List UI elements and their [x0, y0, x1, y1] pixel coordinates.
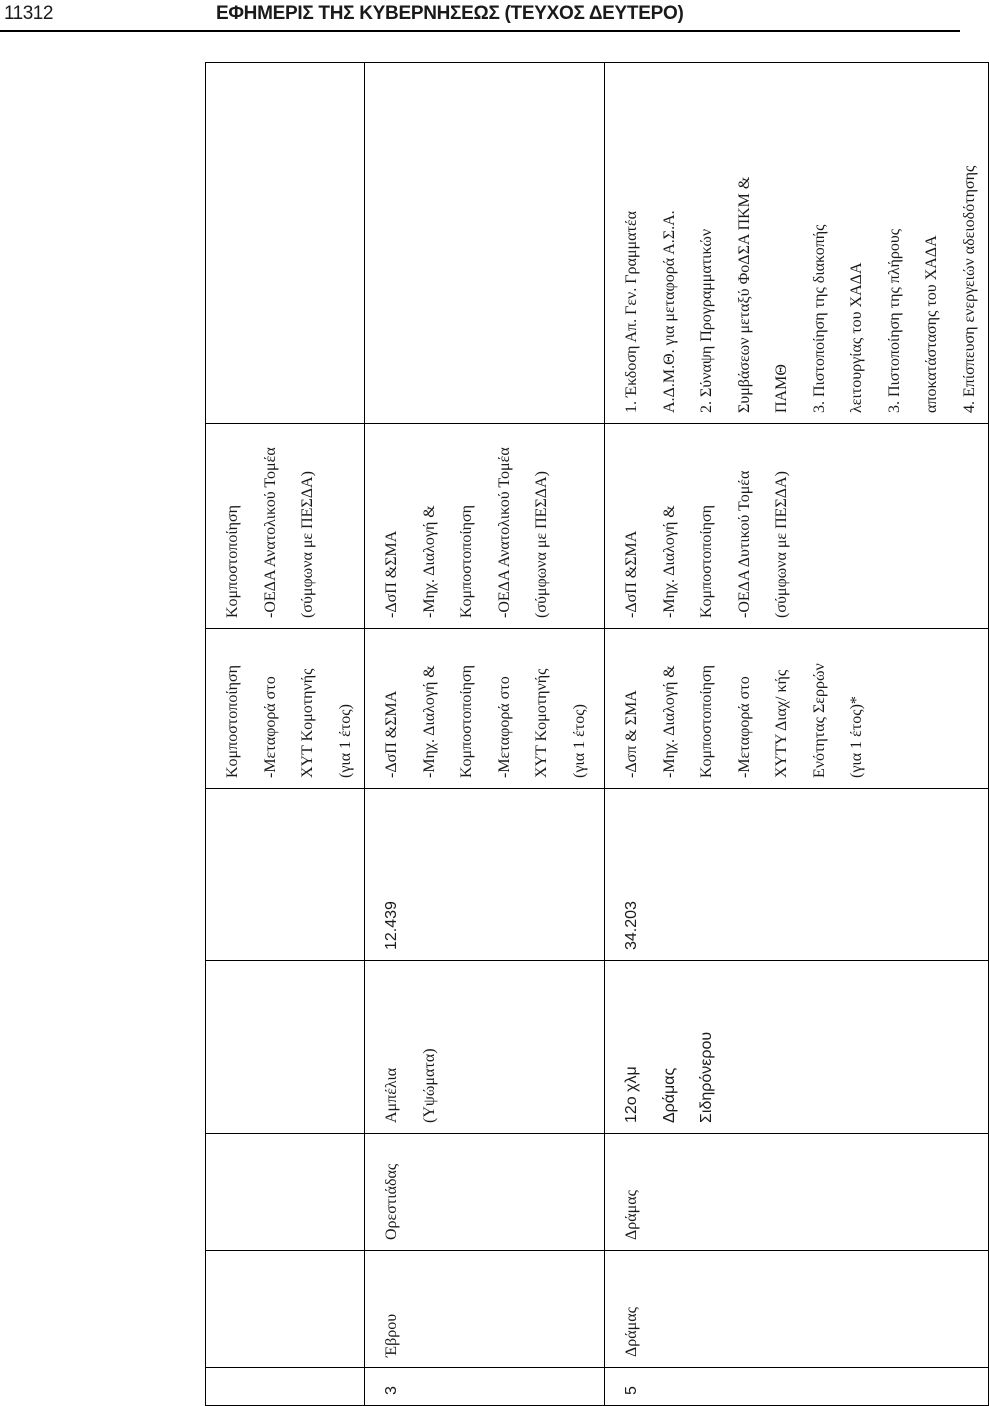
text-line: (σύμφωνα με ΠΕΣΔΑ) [533, 471, 550, 618]
text-line: -Μεταφορά στο [261, 676, 279, 778]
text-line: (για 1 έτος) [336, 704, 354, 778]
actions [365, 63, 605, 424]
municipality: Δράμας [605, 1134, 989, 1251]
final-management [365, 424, 605, 629]
table-cell-actions [206, 63, 365, 424]
table-row [605, 63, 989, 1406]
text-line: (για 1 έτος)* [848, 696, 865, 778]
temporary-management [365, 629, 605, 789]
text-line: -Μηχ. Διαλογή & [420, 505, 438, 618]
text-line: (σύμφωνα με ΠΕΣΔΑ) [299, 471, 316, 618]
final-management [605, 424, 989, 629]
text-line: ΧΥΤ Κομοτηνής [533, 668, 550, 778]
text-line: ΠΑΜΘ [773, 364, 790, 413]
text-line: Δράμας [660, 1067, 678, 1123]
text-line: Αμπέλια [383, 1067, 400, 1123]
text-line: αποκατάστασης του ΧΑΔΑ [923, 235, 940, 413]
text-line: Κομποστοποίηση [698, 664, 715, 778]
text-line: -ΔσΠ &ΣΜΑ [383, 690, 400, 778]
text-line: Κομποστοποίηση [224, 664, 241, 778]
text-line: Κομποστοποίηση [458, 664, 475, 778]
text-line: 3. Πιστοποίηση της πλήρους [885, 228, 903, 413]
page-number: 11312 [4, 3, 53, 24]
temporary-management [605, 629, 989, 789]
row-number: 3 [365, 1368, 605, 1406]
text-line: -Μηχ. Διαλογή & [660, 665, 678, 778]
text-line: 2. Σύναψη Προγραμματικών [698, 228, 715, 413]
table-cell-final-management [206, 424, 365, 629]
table-cell-municipality [206, 1134, 365, 1251]
row-number: 5 [605, 1368, 989, 1406]
table-row [365, 63, 605, 1406]
text-line: Συμβάσεων μεταξύ ΦοΔΣΑ ΠΚΜ & [735, 176, 753, 413]
area [365, 961, 605, 1134]
text-line: ΧΥΤΥ Διαχ/ κής [773, 669, 790, 778]
text-line: -ΟΕΔΑ Ανατολικού Τομέα [261, 447, 279, 618]
text-line: 3. Πιστοποίηση της διακοπής [810, 224, 828, 413]
text-line: -Μηχ. Διαλογή & [660, 505, 678, 618]
text-line: -ΔσΠ &ΣΜΑ [623, 530, 640, 618]
text-line: -Μεταφορά στο [495, 676, 513, 778]
quantity: 12.439 [365, 789, 605, 961]
text-line: Α.Δ.Μ.Θ. για μεταφορά Α.Σ.Α. [660, 210, 678, 413]
quantity: 34.203 [605, 789, 989, 961]
text-line: Κομποστοποίηση [698, 504, 715, 618]
text-line: (σύμφωνα με ΠΕΣΔΑ) [773, 471, 790, 618]
waste-management-table [205, 62, 989, 1406]
text-line: Κομποστοποίηση [458, 504, 475, 618]
text-line: λειτουργίας του ΧΑΔΑ [848, 262, 865, 413]
header-divider [0, 30, 960, 32]
text-line: -Μηχ. Διαλογή & [420, 665, 438, 778]
text-line: -Δσπ & ΣΜΑ [623, 690, 640, 778]
municipality: Ορεστιάδας [365, 1134, 605, 1251]
page-header [0, 0, 960, 34]
text-line: Σιδηρόνερου [698, 1031, 715, 1123]
table-cell-num [206, 1368, 365, 1406]
area [605, 961, 989, 1134]
actions [605, 63, 989, 424]
text-line: (Υψώματα) [420, 1048, 438, 1123]
table-cell-temporary-management [206, 629, 365, 789]
table-row-continuation [206, 63, 365, 1406]
gazette-title: ΕΦΗΜΕΡΙΣ ΤΗΣ ΚΥΒΕΡΝΗΣΕΩΣ (ΤΕΥΧΟΣ ΔΕΥΤΕΡΟ) [216, 3, 684, 24]
text-line: Ενότητας Σερρών [810, 663, 828, 778]
text-line: -ΟΕΔΑ Δυτικού Τομέα [735, 470, 753, 618]
prefecture: Δράμας [605, 1251, 989, 1368]
text-line: -ΔσΠ &ΣΜΑ [383, 530, 400, 618]
text-line: 12ο χλμ [623, 1066, 640, 1123]
text-line: -ΟΕΔΑ Ανατολικού Τομέα [495, 447, 513, 618]
rotated-table-wrapper [205, 63, 978, 1406]
text-line: (για 1 έτος) [570, 704, 588, 778]
text-line: -Μεταφορά στο [735, 676, 753, 778]
text-line: Κομποστοποίηση [224, 504, 241, 618]
prefecture: Έβρου [365, 1251, 605, 1368]
text-line: 1. Έκδοση Απ. Γεν. Γραμματέα [623, 211, 640, 413]
text-line: ΧΥΤ Κομοτηνής [299, 668, 316, 778]
table-cell-area [206, 961, 365, 1134]
table-cell-prefecture [206, 1251, 365, 1368]
table-cell-quantity [206, 789, 365, 961]
text-line: 4. Επίσπευση ενεργειών αδειοδότησης [960, 165, 978, 413]
